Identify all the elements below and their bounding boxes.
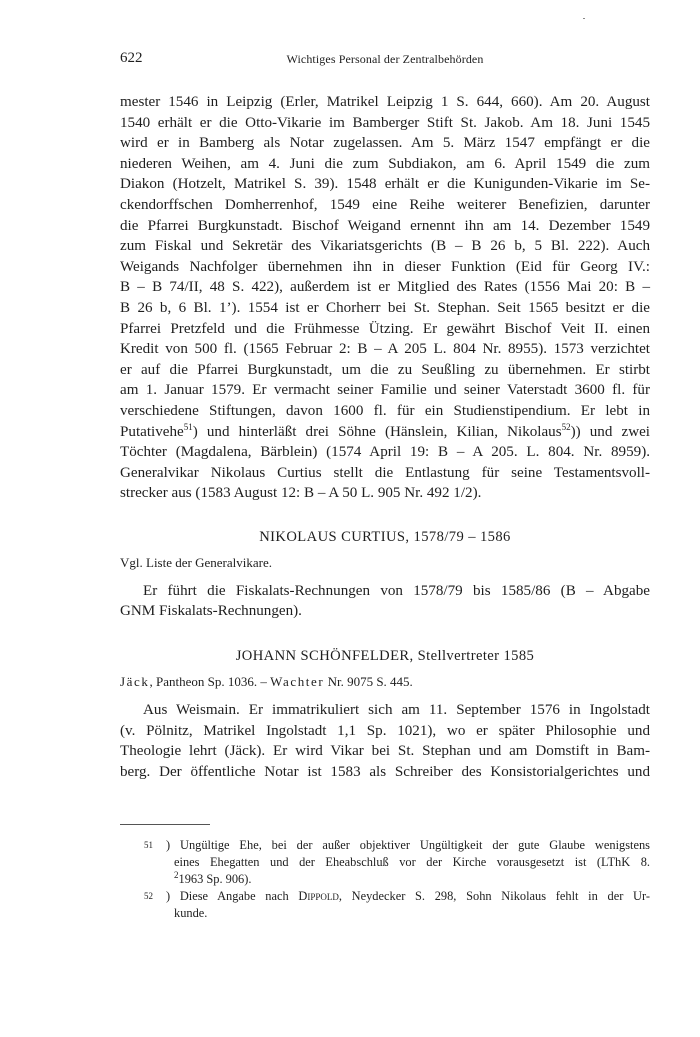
footnotes (120, 837, 650, 922)
edition-mark: 2 (174, 869, 179, 880)
text-line: (v. Pölnitz, Matrikel Ingolstadt 1,1 Sp. 1021), wo er später Philosophie und (120, 722, 650, 739)
footnote-text: , Neydecker S. 298, Sohn Nikolaus fehlt in der Ur- (338, 889, 650, 903)
heading-role: Stellvertreter 1585 (413, 648, 535, 665)
paragraph-continued (120, 92, 650, 504)
footnote-51 (120, 837, 650, 888)
footnote-author: Dippold (298, 889, 339, 903)
text-line: er auf die Pfarrei Burgkunstadt, um die zu Seußling zu übernehmen. Er stirbt (120, 361, 650, 378)
footnote-line (166, 871, 650, 888)
section-heading-curtius: NIKOLAUS CURTIUS, 1578/79 – 1586 (259, 528, 511, 545)
text-fragment: )) und zwei (570, 423, 651, 440)
text-line: Aus Weismain. Er immatrikuliert sich am 11. September 1576 in Ingolstadt (143, 702, 650, 719)
text-line: die Pfarrei Burgkunstadt. Bischof Weigand ernennt ihn am 14. Dezember 1549 (120, 217, 650, 234)
paragraph-curtius (120, 581, 650, 622)
text-line: Kredit von 500 fl. (1565 Februar 2: B – A 205 L. 804 Nr. 8955). 1573 verzichtet (120, 341, 650, 358)
heading-name: JOHANN SCHÖNFELDER, (235, 648, 414, 665)
reference-line: Vgl. Liste der Generalvikare. (120, 554, 272, 570)
text-line: niederen Weihen, am 4. Juni die zum Subdiakon, am 6. April 1549 die zum (120, 155, 650, 172)
footnote-52 (120, 888, 650, 922)
paragraph-schoenfelder (120, 700, 650, 782)
scan-mark (583, 18, 585, 19)
footnote-ref-52[interactable]: 52 (561, 421, 571, 432)
text-line: Weigands Nachfolger übernehmen ihn in dieser Funktion (Eid für Georg IV.: (120, 258, 650, 275)
book-page (120, 50, 651, 920)
text-line: Er führt die Fiskalats-Rechnungen von 1578/79 bis 1585/86 (B – Abgabe (143, 582, 650, 599)
text-line: B – B 74/II, 48 S. 422), außerdem ist er Mitglied des Rates (1556 Mai 20: B – (120, 279, 650, 296)
ref-author: Wachter (270, 674, 325, 690)
text-fragment: Putativehe (120, 423, 184, 440)
text-line: ckendorffschen Domherrenhof, 1549 eine Reihe weiterer Benefizien, darunter (120, 196, 650, 213)
ref-text: Nr. 9075 S. 445. (324, 674, 413, 690)
footnote-text: 1963 Sp. 906). (178, 872, 252, 886)
footnote-line: eines Ehegatten und der Eheabschluß vor der Kirche vorausgesetzt ist (LThK 8. (174, 855, 650, 869)
footnote-line (166, 888, 650, 905)
footnote-ref-51[interactable]: 51 (183, 421, 193, 432)
footnote-text: ) Diese Angabe nach (166, 889, 299, 903)
text-line: Diakon (Hotzelt, Matrikel S. 39). 1548 erhält er die Kunigunden-Vikarie im Se- (120, 176, 650, 193)
footnote-number: 52 (144, 891, 153, 901)
footnote-number: 51 (144, 840, 153, 850)
ref-text: , Pantheon Sp. 1036. – (149, 674, 271, 690)
text-line: Töchter (Magdalena, Bärblein) (1574 April 19: B – A 205. L. 804. Nr. 8959). (120, 444, 650, 461)
text-line: verschiedene Stiftungen, davon 1600 fl. für ein Studienstipendium. Er lebt in (120, 402, 650, 419)
footnote-line: ) Ungültige Ehe, bei der außer objektiver Ungültigkeit der gute Glaube wenigstens (166, 838, 650, 852)
text-line-with-footnotes (120, 422, 650, 443)
text-line: am 1. Januar 1579. Er vermacht seiner Familie und seiner Vaterstadt 3600 fl. für (120, 382, 650, 399)
section-heading-schoenfelder (120, 648, 650, 665)
text-line: B 26 b, 6 Bl. 1’). 1554 ist er Chorherr bei St. Stephan. Seit 1565 besitzt er die (120, 299, 650, 316)
text-line: zum Fiskal und Sekretär des Vikariatsgerichts (B – B 26 b, 5 Bl. 222). Auch (120, 238, 650, 255)
text-line: mester 1546 in Leipzig (Erler, Matrikel Leipzig 1 S. 644, 660). Am 20. August (120, 94, 650, 110)
ref-author: Jäck (120, 674, 150, 690)
text-line: GNM Fiskalats-Rechnungen). (120, 603, 302, 620)
text-line: strecker aus (1583 August 12: B – A 50 L. 905 Nr. 492 1/2). (120, 485, 482, 502)
page-header (120, 50, 650, 72)
text-line: Pfarrei Pretzfeld und die Frühmesse Ützing. Er gewährt Bischof Veit II. einen (120, 320, 650, 337)
text-line: 1540 erhält er die Otto-Vikarie im Bamberger Stift St. Jakob. Am 18. Juni 1545 (120, 114, 650, 131)
text-line: berg. Der öffentliche Notar ist 1583 als Schreiber des Konsistorialgerichtes und (120, 763, 650, 780)
page-number: 622 (120, 50, 143, 66)
footnote-line: kunde. (174, 906, 208, 920)
footnote-divider (120, 824, 210, 825)
text-line: Generalvikar Nikolaus Curtius stellt die Entlastung für seine Testamentsvoll- (120, 464, 650, 481)
text-line: wird er in Bamberg als Notar zugelassen. Am 5. März 1547 empfängt er die (120, 135, 650, 152)
text-fragment: ) und hinterläßt drei Söhne (Hänslein, Kilian, Nikolaus (192, 423, 562, 440)
running-title: Wichtiges Personal der Zentralbehörden (286, 52, 484, 66)
reference-line (120, 674, 650, 690)
text-line: Theologie lehrt (Jäck). Er wird Vikar bei St. Stephan und am Domstift in Bam- (120, 743, 650, 760)
